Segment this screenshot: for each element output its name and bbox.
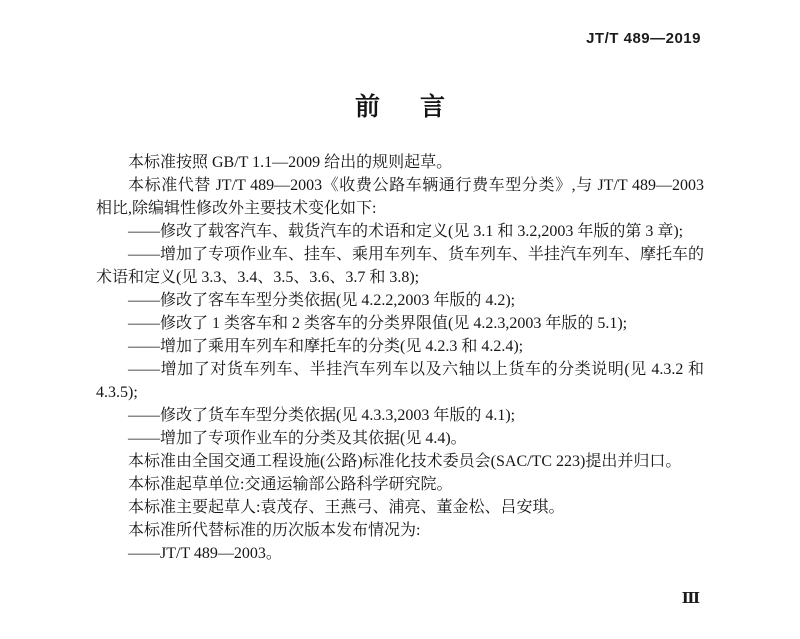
foreword-body bbox=[96, 151, 704, 565]
foreword-paragraph: 本标准所代替标准的历次版本发布情况为: bbox=[128, 522, 421, 539]
page-title-text: 前言 bbox=[354, 94, 485, 121]
foreword-change-item: ——增加了对货车列车、半挂汽车列车以及六轴以上货车的分类说明(见 4.3.2 和 4.3.5); bbox=[96, 361, 704, 401]
foreword-change-item: ——增加了专项作业车、挂车、乘用车列车、货车列车、半挂汽车列车、摩托车的术语和定义(见 3.3、3.4、3.5、3.6、3.7 和 3.8); bbox=[96, 246, 705, 286]
foreword-previous-edition-item: ——JT/T 489—2003。 bbox=[128, 545, 282, 562]
foreword-change-item: ——增加了专项作业车的分类及其依据(见 4.4)。 bbox=[128, 430, 467, 447]
foreword-paragraph: 本标准起草单位:交通运输部公路科学研究院。 bbox=[128, 476, 453, 493]
foreword-change-item: ——修改了载客汽车、载货汽车的术语和定义(见 3.1 和 3.2,2003 年版的第 3 章); bbox=[128, 223, 684, 240]
foreword-change-item: ——修改了货车车型分类依据(见 4.3.3,2003 年版的 4.1); bbox=[128, 407, 516, 424]
foreword-change-item: ——修改了 1 类客车和 2 类客车的分类界限值(见 4.2.3,2003 年版的 5.1); bbox=[128, 315, 628, 332]
foreword-paragraph: 本标准由全国交通工程设施(公路)标准化技术委员会(SAC/TC 223)提出并归口。 bbox=[128, 453, 682, 470]
foreword-paragraph: 本标准主要起草人:袁茂存、王燕弓、浦亮、董金松、吕安琪。 bbox=[128, 499, 565, 516]
foreword-change-item: ——修改了客车车型分类依据(见 4.2.2,2003 年版的 4.2); bbox=[128, 292, 516, 309]
page-number: Ⅲ bbox=[681, 591, 700, 607]
foreword-paragraph: 本标准按照 GB/T 1.1—2009 给出的规则起草。 bbox=[128, 154, 453, 171]
page-title bbox=[0, 87, 800, 123]
foreword-paragraph: 本标准代替 JT/T 489—2003《收费公路车辆通行费车型分类》,与 JT/T 489—2003 相比,除编辑性修改外主要技术变化如下: bbox=[96, 177, 704, 217]
standard-number: JT/T 489—2019 bbox=[586, 30, 701, 47]
foreword-change-item: ——增加了乘用车列车和摩托车的分类(见 4.2.3 和 4.2.4); bbox=[128, 338, 524, 355]
